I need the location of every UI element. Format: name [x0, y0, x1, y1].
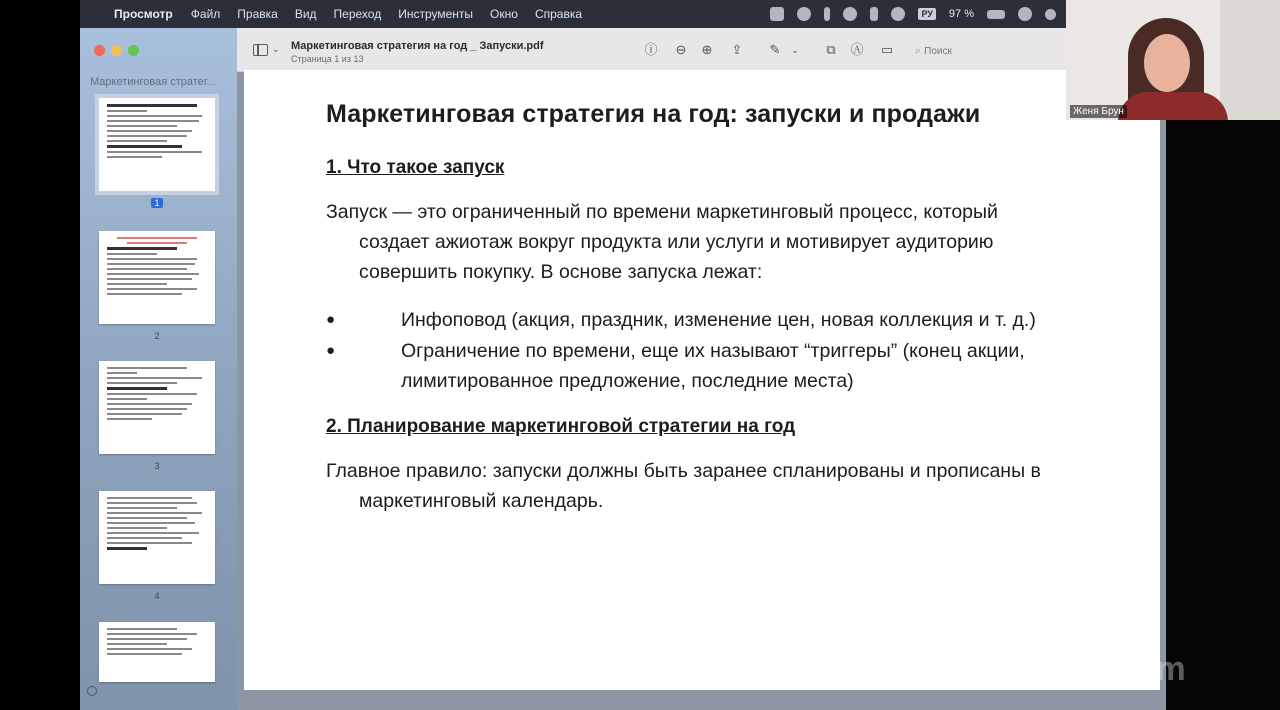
chevron-down-icon[interactable]: ⌄: [272, 44, 280, 54]
app-status-icon[interactable]: [770, 7, 784, 21]
menu-bar: [80, 0, 1066, 28]
page-heading: Маркетинговая стратегия на год: запуски и продажи: [326, 100, 981, 128]
bullet-item: ● Инфоповод (акция, праздник, изменение цен, новая коллекция и т. д.): [326, 305, 1106, 335]
page-indicator: Страница 1 из 13: [291, 54, 364, 64]
menu-file[interactable]: Файл: [190, 7, 221, 21]
chevron-down-icon[interactable]: ⌄: [791, 45, 799, 55]
thumbnail-image: [99, 361, 215, 454]
search-input[interactable]: [924, 46, 1004, 57]
page-thumbnail-5[interactable]: [93, 622, 221, 682]
menu-app-name[interactable]: Просмотр: [114, 7, 173, 21]
paragraph-1: Запуск — это ограниченный по времени маркетинговый процесс, который создает ажиотаж вокруг продукта или услуги и мотивирует аудиторию совершить покупку. В основе запуска лежат:: [326, 201, 998, 283]
battery-percent: 97 %: [948, 8, 974, 20]
cloud-status-icon[interactable]: [843, 7, 857, 21]
thumbnail-image: [99, 231, 215, 324]
menu-tools[interactable]: Инструменты: [398, 7, 474, 21]
zoom-watermark: zoom: [1100, 650, 1185, 688]
battery-icon[interactable]: [987, 10, 1005, 19]
section-heading-2: 2. Планирование маркетинговой стратегии на год: [326, 416, 796, 437]
sidebar-toggle-icon[interactable]: [253, 44, 268, 56]
zoom-button[interactable]: [128, 45, 139, 56]
play-status-icon[interactable]: [891, 7, 905, 21]
video-background-strip: [1166, 120, 1280, 710]
sidebar-document-title: Маркетинговая стратег...: [90, 76, 216, 88]
sidebar-options-icon[interactable]: [87, 686, 97, 696]
menu-edit[interactable]: Правка: [237, 7, 278, 21]
annotate-icon[interactable]: Ⓐ: [850, 42, 864, 57]
minimize-button[interactable]: [111, 45, 122, 56]
markup-pen-icon[interactable]: ✎: [769, 42, 781, 57]
clock-status-icon[interactable]: [797, 7, 811, 21]
zoom-out-icon[interactable]: ⊖: [675, 42, 687, 57]
info-icon[interactable]: ⓘ: [644, 42, 658, 57]
search-field[interactable]: [915, 42, 1035, 60]
wifi-icon[interactable]: [1018, 7, 1032, 21]
toolbar: [237, 28, 1166, 72]
window-controls: [94, 45, 139, 56]
more-status-icon[interactable]: [824, 7, 830, 21]
form-fill-icon[interactable]: ▭: [880, 42, 894, 57]
search-icon: ⌕: [915, 44, 922, 57]
participant-face: [1144, 34, 1190, 92]
page-thumbnail-1[interactable]: [93, 98, 221, 208]
status-area: [770, 7, 1066, 21]
menu-window[interactable]: Окно: [490, 7, 518, 21]
close-button[interactable]: [94, 45, 105, 56]
pdf-page[interactable]: [244, 70, 1160, 690]
page-thumbnail-4[interactable]: [93, 491, 221, 601]
section-heading-1: 1. Что такое запуск: [326, 157, 505, 178]
thumbnail-image: [99, 622, 215, 682]
bluetooth-icon[interactable]: [870, 7, 878, 21]
participant-name: Женя Брун: [1070, 105, 1127, 118]
background-wall: [1220, 0, 1280, 120]
rotate-icon[interactable]: ⧉: [826, 42, 836, 57]
search-status-icon[interactable]: [1045, 9, 1056, 20]
paragraph-2: Главное правило: запуски должны быть заранее спланированы и прописаны в маркетинговый календарь.: [326, 460, 1041, 512]
thumbnail-sidebar: [80, 28, 237, 710]
page-thumbnail-2[interactable]: [93, 231, 221, 341]
zoom-in-icon[interactable]: ⊕: [701, 42, 713, 57]
share-icon[interactable]: ⇪: [731, 42, 743, 57]
input-language-badge[interactable]: РУ: [918, 8, 935, 20]
thumbnail-page-number: 2: [154, 331, 160, 341]
participant-video[interactable]: [1066, 0, 1280, 120]
menu-help[interactable]: Справка: [534, 7, 583, 21]
bullet-list: [326, 305, 1160, 396]
thumbnail-page-number: 3: [154, 461, 160, 471]
page-thumbnail-3[interactable]: [93, 361, 221, 471]
bullet-item: ● Ограничение по времени, еще их называют “триггеры” (конец акции, лимитированное предложение, последние места): [326, 336, 1106, 396]
thumbnail-image: [99, 491, 215, 584]
menu-go[interactable]: Переход: [333, 7, 382, 21]
menu-view[interactable]: Вид: [294, 7, 317, 21]
thumbnail-page-number: 4: [154, 591, 160, 601]
document-title: Маркетинговая стратегия на год _ Запуски.pdf: [291, 40, 544, 52]
background-edge: [0, 0, 80, 28]
participant-shirt: [1118, 92, 1228, 120]
thumbnail-page-number: 1: [93, 198, 221, 208]
thumbnail-image: [99, 98, 215, 191]
preview-window: [80, 28, 1166, 710]
